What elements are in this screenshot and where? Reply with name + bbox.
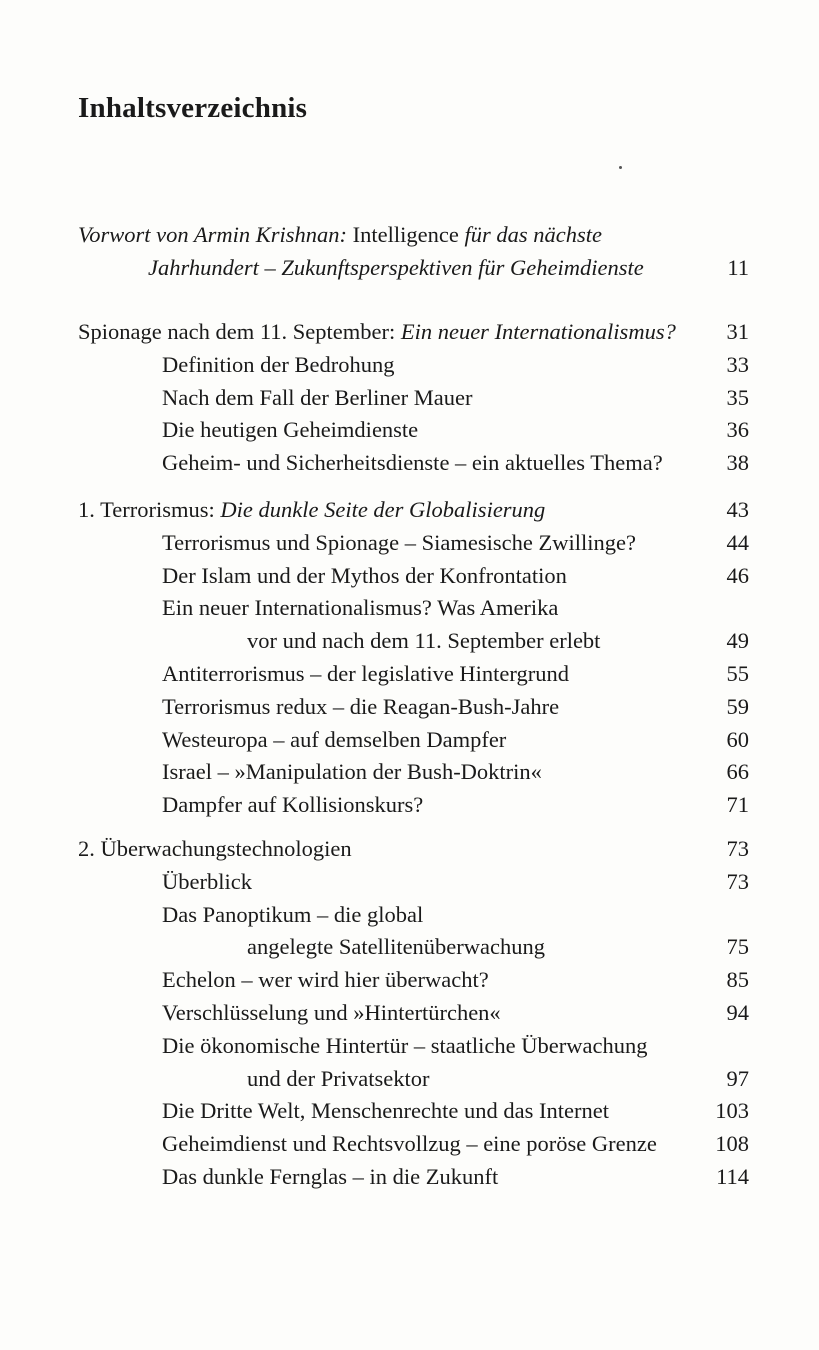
- toc-entry-title: Das Panoptikum – die global: [162, 901, 424, 927]
- toc-section-title: [78, 316, 676, 348]
- toc-page-number: 108: [715, 1131, 749, 1157]
- toc-section-heading[interactable]: [0, 316, 819, 348]
- toc-entry[interactable]: [0, 414, 819, 446]
- toc-entry[interactable]: [0, 964, 819, 996]
- toc-entry-title: Dampfer auf Kollisionskurs?: [162, 792, 424, 818]
- toc-entry-continuation[interactable]: [0, 1063, 819, 1095]
- toc-entry-title: [78, 219, 602, 251]
- toc-entry[interactable]: [0, 1095, 819, 1127]
- toc-entry-title: Überblick: [162, 868, 252, 894]
- toc-page-number: 35: [726, 384, 749, 410]
- toc-page-number: 73: [726, 836, 749, 861]
- toc-entry-title: Ein neuer Internationalismus? Was Amerika: [162, 595, 559, 621]
- toc-entry[interactable]: [0, 658, 819, 690]
- toc-entry[interactable]: [0, 866, 819, 898]
- toc-entry[interactable]: [0, 899, 819, 931]
- toc-entry[interactable]: [0, 1128, 819, 1160]
- toc-entry-vorwort[interactable]: [0, 219, 819, 251]
- toc-entry[interactable]: [0, 349, 819, 381]
- toc-entry[interactable]: [0, 691, 819, 723]
- section-title-italic: Ein neuer Internationalismus?: [400, 319, 676, 344]
- toc-page-number: 60: [726, 726, 749, 752]
- toc-entry-title: Die Dritte Welt, Menschenrechte und das Internet: [162, 1098, 609, 1124]
- toc-page-number: 31: [726, 319, 749, 344]
- toc-section-title: [78, 833, 352, 865]
- toc-page-number: 11: [727, 255, 749, 280]
- toc-page-number: 38: [726, 450, 749, 476]
- toc-page-number: 85: [726, 967, 749, 993]
- toc-entry-title: Das dunkle Fernglas – in die Zukunft: [162, 1164, 499, 1189]
- toc-entry-title: Echelon – wer wird hier überwacht?: [162, 967, 489, 993]
- toc-entry[interactable]: [0, 527, 819, 559]
- toc-entry-title: Geheim- und Sicherheitsdienste – ein aktuelles Thema?: [162, 450, 663, 476]
- toc-entry[interactable]: [0, 756, 819, 788]
- toc-page-number: 49: [726, 628, 749, 654]
- toc-entry-title-cont: und der Privatsektor: [247, 1065, 430, 1091]
- vorwort-title-italic: für das nächste: [464, 222, 602, 247]
- toc-entry-vorwort-cont[interactable]: [0, 252, 819, 284]
- toc-page-number: 44: [726, 529, 749, 555]
- toc-entry-title: Geheimdienst und Rechtsvollzug – eine poröse Grenze: [162, 1131, 657, 1157]
- toc-entry[interactable]: [0, 1161, 819, 1193]
- toc-page-number: 97: [726, 1065, 749, 1091]
- toc-entry-title: Israel – »Manipulation der Bush-Doktrin«: [162, 759, 542, 785]
- toc-entry[interactable]: [0, 789, 819, 821]
- section-title-plain: Spionage nach dem 11. September:: [78, 319, 401, 344]
- toc-entry[interactable]: [0, 382, 819, 414]
- toc-entry-title-cont: vor und nach dem 11. September erlebt: [247, 628, 601, 654]
- toc-page-number: 43: [726, 497, 749, 522]
- toc-page-number: 94: [726, 1000, 749, 1025]
- toc-page-number: 33: [726, 351, 749, 377]
- toc-entry-title: Definition der Bedrohung: [162, 351, 395, 377]
- print-speck: [619, 166, 622, 169]
- toc-entry-title: Der Islam und der Mythos der Konfrontation: [162, 562, 567, 588]
- toc-entry-title: Terrorismus redux – die Reagan-Bush-Jahre: [162, 693, 560, 719]
- toc-entry-continuation[interactable]: [0, 931, 819, 963]
- toc-page-number: 73: [726, 868, 749, 894]
- toc-entry[interactable]: [0, 724, 819, 756]
- toc-entry-title: Die ökonomische Hintertür – staatliche Überwachung: [162, 1032, 648, 1058]
- toc-section-heading[interactable]: [0, 494, 819, 526]
- toc-section-title: [78, 494, 545, 526]
- toc-entry[interactable]: [0, 560, 819, 592]
- toc-entry-title: Die heutigen Geheimdienste: [162, 417, 419, 443]
- toc-page-number: 55: [726, 661, 749, 686]
- toc-entry[interactable]: [0, 1030, 819, 1062]
- section-title-plain: 2. Überwachungstechnologien: [78, 836, 352, 861]
- toc-entry[interactable]: [0, 997, 819, 1029]
- toc-entry-continuation[interactable]: [0, 625, 819, 657]
- toc-page-number: 59: [726, 693, 749, 719]
- section-title-italic: Die dunkle Seite der Globalisierung: [220, 497, 546, 522]
- page-title: Inhaltsverzeichnis: [78, 92, 308, 124]
- toc-entry-title-cont: angelegte Satellitenüberwachung: [247, 934, 546, 960]
- toc-section-heading[interactable]: [0, 833, 819, 865]
- toc-page-number: 103: [715, 1098, 749, 1124]
- toc-entry[interactable]: [0, 447, 819, 479]
- toc-entry-continuation: Jahrhundert – Zukunftsperspektiven für Geheimdienste: [148, 255, 644, 280]
- toc-entry[interactable]: [0, 592, 819, 624]
- toc-entry-title: Antiterrorismus – der legislative Hintergrund: [162, 661, 569, 686]
- toc-page-number: 114: [716, 1164, 749, 1189]
- toc-page-number: 71: [726, 792, 749, 818]
- toc-entry-title: Westeuropa – auf demselben Dampfer: [162, 726, 507, 752]
- toc-page-number: 46: [726, 562, 749, 588]
- toc-page-number: 66: [726, 759, 749, 785]
- vorwort-title-plain: Intelligence: [347, 222, 465, 247]
- toc-entry-title: Verschlüsselung und »Hintertürchen«: [162, 1000, 501, 1025]
- vorwort-author: Vorwort von Armin Krishnan:: [78, 222, 347, 247]
- toc-entry-title: Nach dem Fall der Berliner Mauer: [162, 384, 473, 410]
- toc-entry-title: Terrorismus und Spionage – Siamesische Zwillinge?: [162, 529, 636, 555]
- toc-page-number: 75: [726, 934, 749, 960]
- toc-page-number: 36: [726, 417, 749, 443]
- section-title-plain: 1. Terrorismus:: [78, 497, 221, 522]
